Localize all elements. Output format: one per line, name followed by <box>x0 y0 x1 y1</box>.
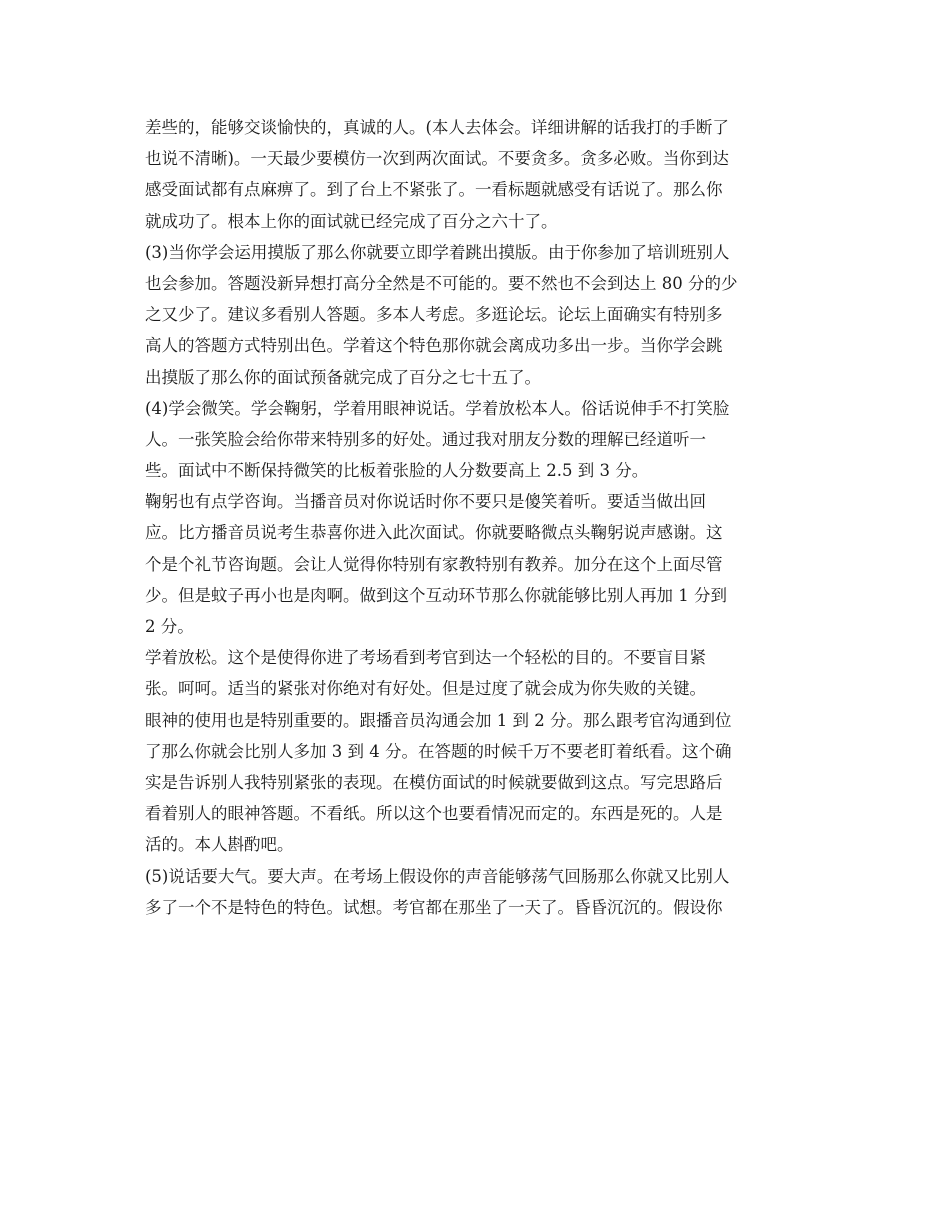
text-line: 差些的，能够交谈愉快的，真诚的人。(本人去体会。详细讲解的话我打的手断了 <box>145 118 729 137</box>
text-line: 鞠躬也有点学咨询。当播音员对你说话时你不要只是傻笑着听。要适当做出回 <box>145 492 706 512</box>
text-line: 些。面试中不断保持微笑的比板着张脸的人分数要高上 2.5 到 3 分。 <box>145 461 649 481</box>
text-line: 就成功了。根本上你的面试就已经完成了百分之六十了。 <box>145 211 558 231</box>
text-line: 人。一张笑脸会给你带来特别多的好处。通过我对朋友分数的理解已经道听一 <box>145 429 706 449</box>
text-line: (4)学会微笑。学会鞠躬，学着用眼神说话。学着放松本人。俗话说伸手不打笑脸 <box>145 398 730 418</box>
text-line: 感受面试都有点麻痹了。到了台上不紧张了。一看标题就感受有话说了。那么你 <box>145 180 723 200</box>
text-line: 也说不清晰)。一天最少要模仿一次到两次面试。不要贪多。贪多必败。当你到达 <box>145 149 729 169</box>
text-line: 出摸版了那么你的面试预备就完成了百分之七十五了。 <box>145 367 541 387</box>
text-line: 活的。本人斟酌吧。 <box>145 835 294 855</box>
text-line: 应。比方播音员说考生恭喜你进入此次面试。你就要略微点头鞠躬说声感谢。这 <box>145 523 723 543</box>
text-line: 看着别人的眼神答题。不看纸。所以这个也要看情况而定的。东西是死的。人是 <box>145 804 723 824</box>
text-line: (3)当你学会运用摸版了那么你就要立即学着跳出摸版。由于你参加了培训班别人 <box>145 242 730 262</box>
body-text <box>145 112 825 923</box>
text-line: 学着放松。这个是使得你进了考场看到考官到达一个轻松的目的。不要盲目紧 <box>145 648 706 668</box>
text-line: 实是告诉别人我特别紧张的表现。在模仿面试的时候就要做到这点。写完思路后 <box>145 772 723 792</box>
text-line: 了那么你就会比别人多加 3 到 4 分。在答题的时候千万不要老盯着纸看。这个确 <box>145 741 732 761</box>
text-line: 个是个礼节咨询题。会让人觉得你特别有家教特别有教养。加分在这个上面尽管 <box>145 554 723 574</box>
text-line: 张。呵呵。适当的紧张对你绝对有好处。但是过度了就会成为你失败的关键。 <box>145 679 706 699</box>
text-line: 多了一个不是特色的特色。试想。考官都在那坐了一天了。昏昏沉沉的。假设你 <box>145 897 723 917</box>
text-line: 眼神的使用也是特别重要的。跟播音员沟通会加 1 到 2 分。那么跟考官沟通到位 <box>145 710 732 730</box>
text-line: 也会参加。答题没新异想打高分全然是不可能的。要不然也不会到达上 80 分的少 <box>145 273 738 293</box>
text-line: (5)说话要大气。要大声。在考场上假设你的声音能够荡气回肠那么你就又比别人 <box>145 866 730 886</box>
text-line: 少。但是蚊子再小也是肉啊。做到这个互动环节那么你就能够比别人再加 1 分到 <box>145 585 727 605</box>
text-line: 之又少了。建议多看别人答题。多本人考虑。多逛论坛。论坛上面确实有特别多 <box>145 305 723 325</box>
text-line: 高人的答题方式特别出色。学着这个特色那你就会离成功多出一步。当你学会跳 <box>145 336 723 356</box>
text-line: 2 分。 <box>145 617 194 636</box>
